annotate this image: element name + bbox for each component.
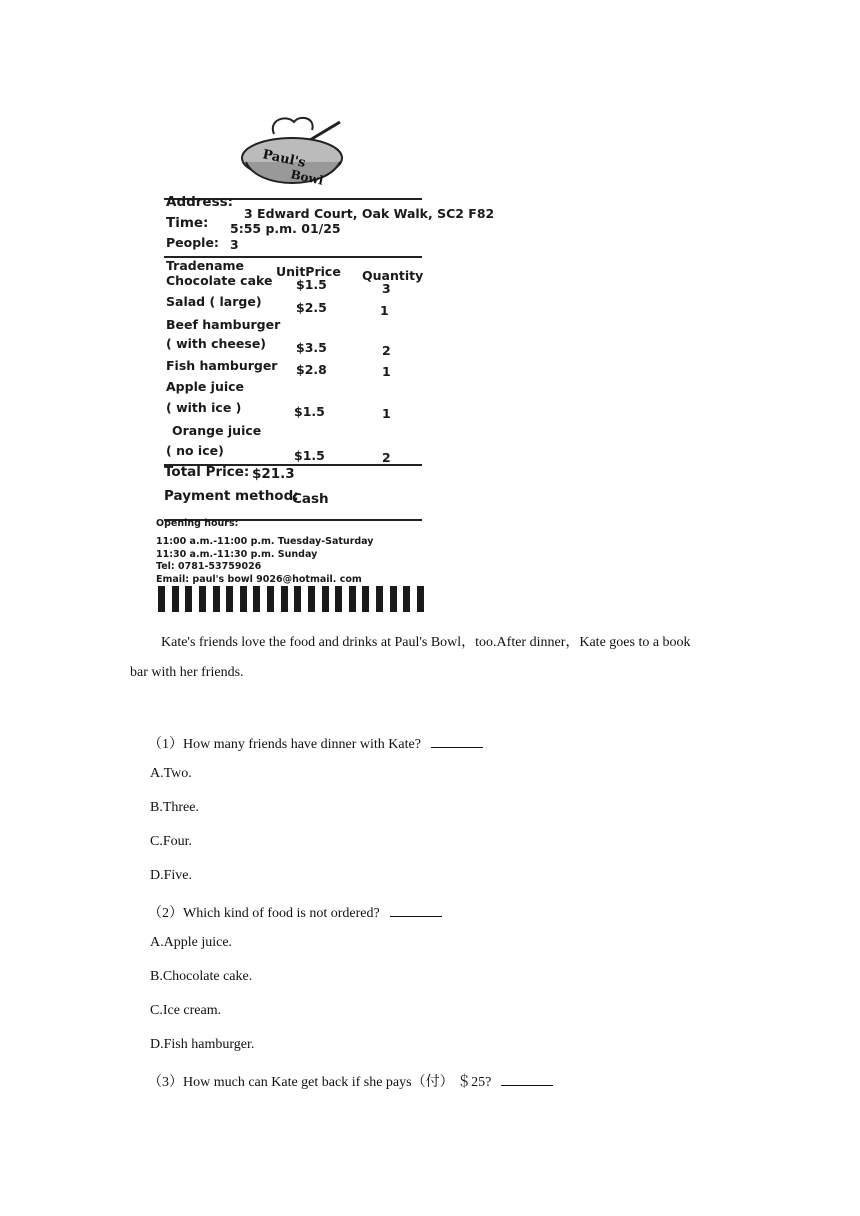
barcode [158, 586, 424, 612]
answer-blank[interactable] [501, 1073, 553, 1086]
item-qty: 1 [380, 303, 389, 318]
col-unitprice: UnitPrice [276, 264, 341, 279]
pauls-bowl-logo [238, 112, 348, 194]
option-c[interactable]: C.Ice cream. [150, 1003, 222, 1018]
item-price: $1.5 [294, 404, 325, 419]
option-a[interactable]: A.Two. [150, 766, 192, 781]
receipt-image [150, 108, 495, 616]
people-value: 3 [230, 237, 239, 252]
item-price: $1.5 [296, 277, 327, 292]
question-stem: （3）How much can Kate get back if she pays（付） ＄25? [148, 1075, 492, 1090]
item-name: Apple juice [166, 379, 245, 394]
total-label: Total Price: [164, 464, 250, 480]
item-name: Fish hamburger [166, 358, 278, 373]
opening-hours-sunday: 11:30 a.m.-11:30 p.m. Sunday [156, 549, 318, 560]
time-value: 5:55 p.m. 01/25 [230, 221, 341, 236]
item-price: $1.5 [294, 448, 325, 463]
item-name-detail: ( with cheese) [166, 336, 267, 351]
people-label: People: [166, 235, 219, 250]
item-price: $2.8 [296, 362, 327, 377]
time-label: Time: [166, 215, 209, 231]
item-qty: 1 [382, 364, 391, 379]
passage-line-1: Kate's friends love the food and drinks at Paul's Bowl，too.After dinner，Kate goes to a book [161, 635, 691, 650]
opening-hours-weekday: 11:00 a.m.-11:00 p.m. Tuesday-Saturday [156, 536, 374, 547]
logo-text-bowl: Bowl [289, 167, 325, 188]
answer-blank[interactable] [390, 904, 442, 917]
email: Email: paul's bowl 9026@hotmail. com [156, 574, 362, 585]
address-value: 3 Edward Court, Oak Walk, SC2 F82 [244, 206, 495, 221]
passage-line-2: bar with her friends. [130, 665, 244, 680]
item-name: Salad ( large) [166, 294, 262, 309]
item-qty: 1 [382, 406, 391, 421]
item-name-detail: ( no ice) [166, 443, 224, 458]
question-1 [148, 733, 483, 753]
item-qty: 3 [382, 281, 391, 296]
item-name: Orange juice [172, 423, 262, 438]
payment-label: Payment method: [164, 488, 299, 504]
option-d[interactable]: D.Fish hamburger. [150, 1037, 255, 1052]
option-c[interactable]: C.Four. [150, 834, 193, 849]
item-price: $2.5 [296, 300, 327, 315]
item-qty: 2 [382, 343, 391, 358]
option-d[interactable]: D.Five. [150, 868, 192, 883]
answer-blank[interactable] [431, 735, 483, 748]
opening-hours-label: Opening hours: [156, 518, 239, 529]
question-2 [148, 902, 442, 922]
question-stem: （1）How many friends have dinner with Kate? [148, 737, 421, 752]
col-quantity: Quantity [362, 268, 424, 283]
item-name: Beef hamburger [166, 317, 281, 332]
payment-value: Cash [292, 491, 329, 507]
item-name-detail: ( with ice ) [166, 400, 242, 415]
option-b[interactable]: B.Three. [150, 800, 199, 815]
item-qty: 2 [382, 450, 391, 465]
logo-text-pauls: Paul's [261, 147, 307, 171]
question-3 [148, 1071, 553, 1091]
total-value: $21.3 [252, 466, 295, 482]
item-name: Chocolate cake [166, 273, 273, 288]
option-a[interactable]: A.Apple juice. [150, 935, 233, 950]
item-price: $3.5 [296, 340, 327, 355]
col-tradename: Tradename [166, 258, 245, 273]
question-stem: （2）Which kind of food is not ordered? [148, 906, 380, 921]
address-label: Address: [166, 194, 234, 210]
option-b[interactable]: B.Chocolate cake. [150, 969, 253, 984]
telephone: Tel: 0781-53759026 [156, 561, 262, 572]
